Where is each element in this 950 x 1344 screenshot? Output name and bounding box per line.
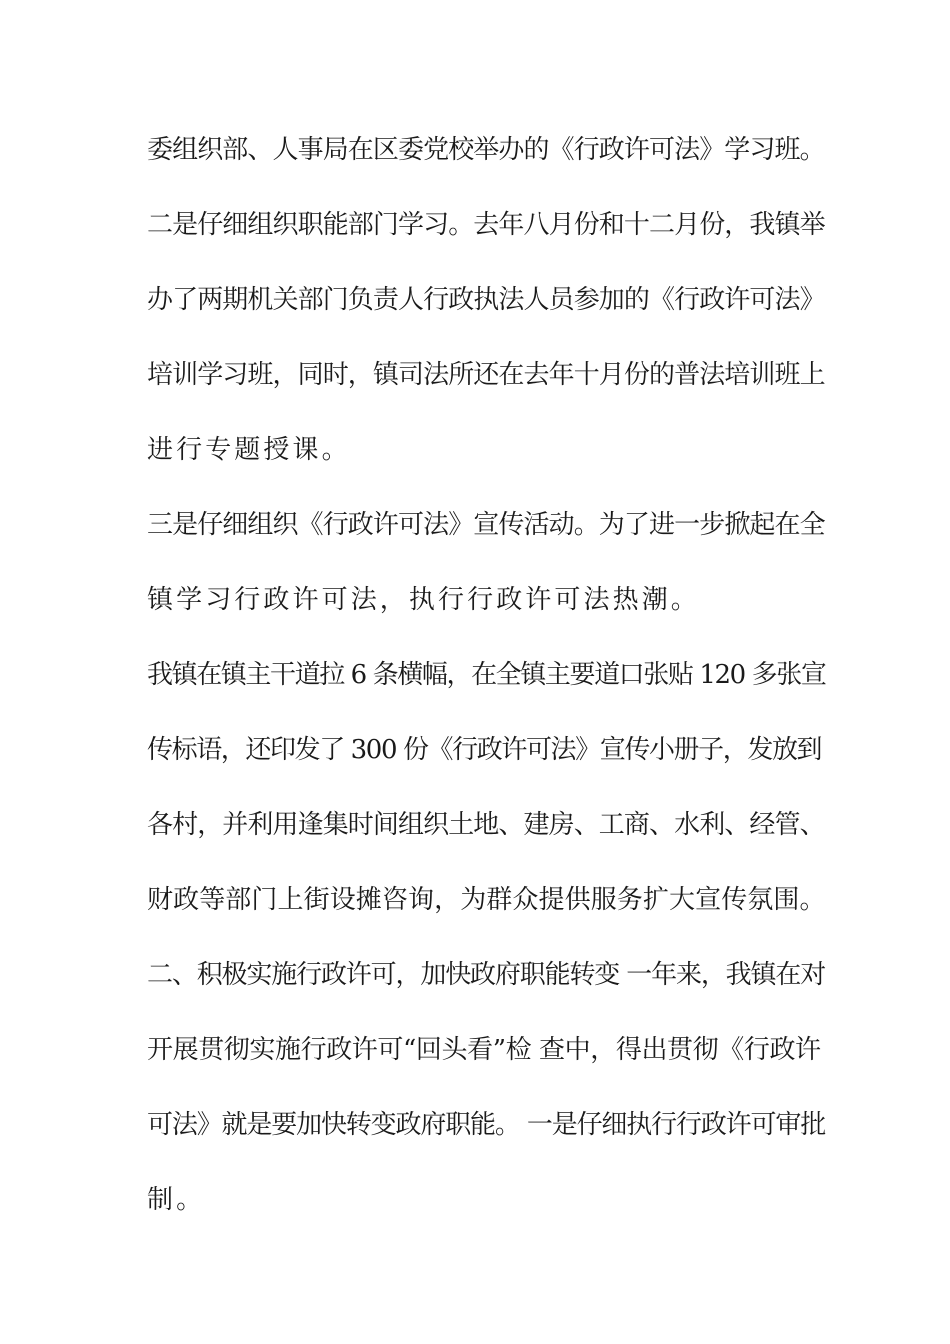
text-line: 传标语，还印发了 300 份《行政许可法》宣传小册子，发放到	[147, 735, 822, 765]
text-line: 镇学习行政许可法，执行行政许可法热潮。	[147, 585, 700, 615]
text-line: 财政等部门上街设摊咨询，为群众提供服务扩大宣传氛围。	[147, 885, 826, 915]
text-line: 可法》就是要加快转变政府职能。 一是仔细执行行政许可审批	[147, 1110, 826, 1140]
text-line: 三是仔细组织《行政许可法》宣传活动。为了进一步掀起在全	[147, 510, 825, 540]
text-line: 进行专题授课。	[147, 435, 351, 465]
text-line: 各村，并利用逢集时间组织土地、建房、工商、水利、经管、	[147, 810, 825, 840]
text-line: 二、积极实施行政许可，加快政府职能转变 一年来，我镇在对	[147, 960, 826, 990]
text-line: 培训学习班，同时，镇司法所还在去年十月份的普法培训班上	[147, 360, 825, 390]
text-line: 我镇在镇主干道拉 6 条横幅，在全镇主要道口张贴 120 多张宣	[147, 660, 826, 690]
text-line: 二是仔细组织职能部门学习。去年八月份和十二月份，我镇举	[147, 210, 825, 240]
text-line: 开展贯彻实施行政许可“回头看”检 查中，得出贯彻《行政许	[147, 1035, 821, 1065]
text-line: 制。	[147, 1185, 206, 1215]
text-line: 办了两期机关部门负责人行政执法人员参加的《行政许可法》	[147, 285, 825, 315]
text-line: 委组织部、人事局在区委党校举办的《行政许可法》学习班。	[147, 135, 825, 165]
